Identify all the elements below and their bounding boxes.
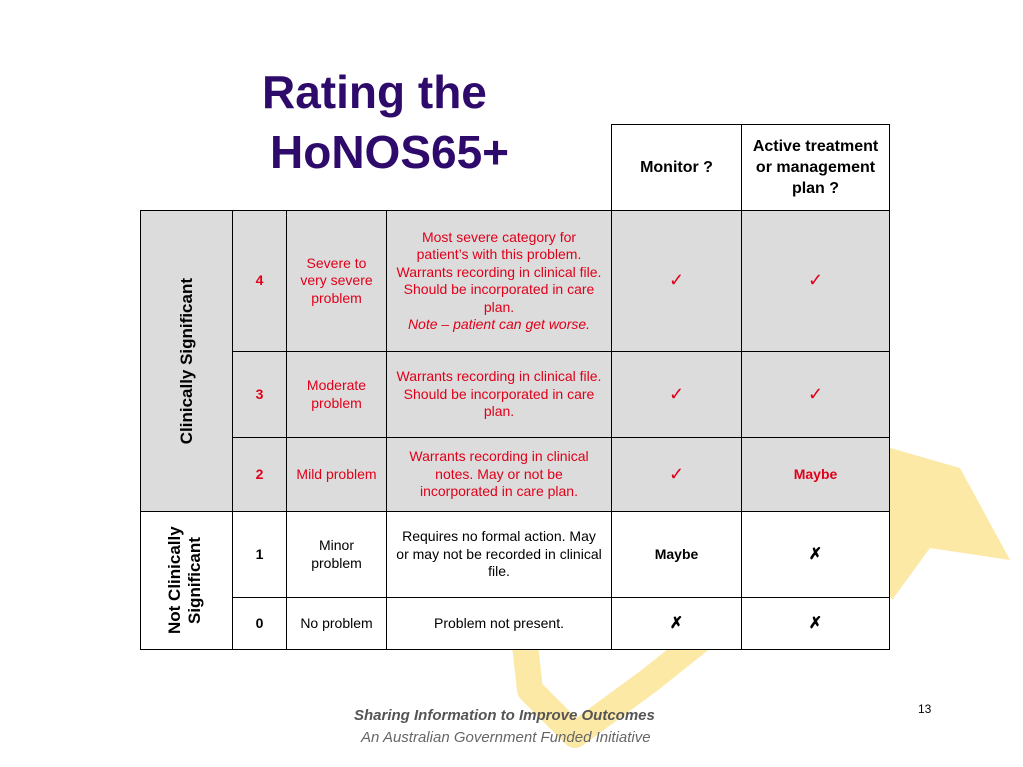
description-cell-0 [386,597,612,650]
active-cross-1: ✗ [741,511,890,598]
severity-cell-0: No problem [286,597,387,650]
description-text-0: Problem not present. [434,614,564,631]
active-cross-0: ✗ [741,597,890,650]
severity-cell-3: Moderate problem [286,351,387,438]
monitor-maybe-1: Maybe [611,511,742,598]
rating-cell-3: 3 [232,351,287,438]
rating-cell-1: 1 [232,511,287,598]
severity-cell-4: Severe to very severe problem [286,210,387,352]
description-cell-2 [386,437,612,512]
footer-subtitle: An Australian Government Funded Initiative [361,729,651,746]
description-note-4: Note – patient can get worse. [407,316,591,332]
title-line-2: HoNOS65+ [270,126,510,178]
group-not-clinically-significant [140,511,233,650]
description-cell-4 [386,210,612,352]
description-text-1: Requires no formal action. May or may not be recorded in clinical file. [396,528,602,580]
title-line-1: Rating the [262,66,487,118]
column-header-monitor: Monitor ? [611,124,742,211]
rating-cell-2: 2 [232,437,287,512]
monitor-cross-0: ✗ [611,597,742,650]
description-cell-1 [386,511,612,598]
active-check-3: ✓ [741,351,890,438]
description-cell-3 [386,351,612,438]
active-check-4: ✓ [741,210,890,352]
severity-cell-1: Minor problem [286,511,387,598]
footer-tagline: Sharing Information to Improve Outcomes [354,707,655,724]
description-text-4: Most severe category for patient’s with this problem. Warrants recording in clinical file. Should be incorporated in care plan. [396,228,602,315]
rating-cell-4: 4 [232,210,287,352]
column-header-active-treatment: Active treatment or management plan ? [741,124,890,211]
severity-cell-2: Mild problem [286,437,387,512]
active-maybe-2: Maybe [741,437,890,512]
description-text-3: Warrants recording in clinical file. Should be incorporated in care plan. [396,368,602,420]
monitor-check-2: ✓ [611,437,742,512]
monitor-check-3: ✓ [611,351,742,438]
page-number: 13 [918,702,932,716]
description-text-2: Warrants recording in clinical notes. May or not be incorporated in care plan. [409,448,589,500]
slide-title [262,62,562,182]
group-label-not-significant: Not Clinically Significant [164,526,204,635]
group-clinically-significant [140,210,233,512]
rating-cell-0: 0 [232,597,287,650]
monitor-check-4: ✓ [611,210,742,352]
group-label-significant: Clinically Significant [176,277,196,445]
